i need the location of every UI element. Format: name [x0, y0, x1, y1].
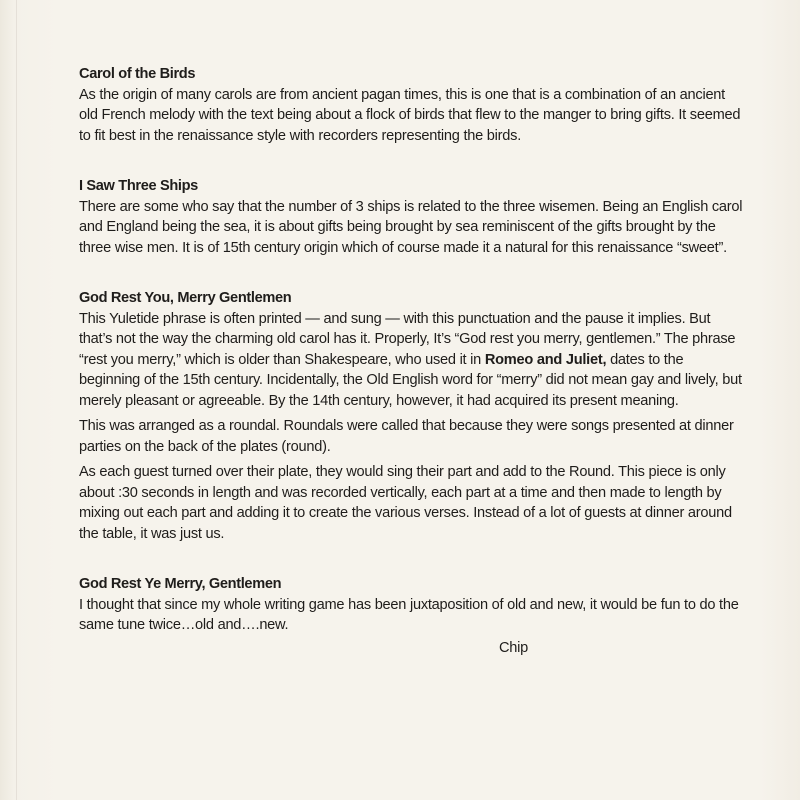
section-body: I thought that since my whole writing game has been juxtaposition of old and new, it would be fun to do the same tune twice…old and….new. — [79, 596, 739, 633]
section-carol-of-the-birds — [79, 64, 747, 146]
play-title: Romeo and Juliet, — [484, 351, 607, 368]
section-i-saw-three-ships — [79, 176, 747, 258]
body-text: dates to the beginning of the 15th century. Incidentally, the Old English word for “merry” did not mean gay and lively, but merely pleasant or agreeable. By the 14th century, however, it had acquired its present meaning. — [79, 351, 742, 409]
page-fold-line — [16, 0, 17, 800]
section-god-rest-you-merry-gentlemen — [79, 288, 747, 544]
section-title: God Rest Ye Merry, Gentlemen — [79, 576, 282, 592]
section-body-paragraph-2: This was arranged as a roundal. Roundals were called that because they were songs presented at dinner parties on the back of the plates (round). — [79, 418, 734, 455]
section-body: As the origin of many carols are from ancient pagan times, this is one that is a combination of an ancient old French melody with the text being about a flock of birds that flew to the manger to bring gifts. It seemed to fit best in the renaissance style with recorders representing the birds. — [79, 86, 741, 144]
section-title: God Rest You, Merry Gentlemen — [79, 290, 292, 306]
section-title: Carol of the Birds — [79, 66, 196, 82]
liner-notes — [79, 64, 747, 658]
body-text: This Yuletide phrase is often printed — and sung — with this punctuation and the pause it implies. But that’s not the way the charming old carol has it. Properly, It’s “God rest you merry, gentlemen.” The phrase “rest you merry,” which is older than Shakespeare, who used it in — [79, 310, 736, 368]
signature: Chip — [499, 639, 529, 656]
section-god-rest-ye-merry-gentlemen — [79, 574, 747, 636]
section-body-paragraph-3: As each guest turned over their plate, they would sing their part and add to the Round. This piece is only about :30 seconds in length and was recorded vertically, each part at a time and then made to length by mixing out each part and adding it to create the various verses. Instead of a lot of guests at dinner around the table, it was just us. — [79, 464, 732, 542]
section-body: There are some who say that the number of 3 ships is related to the three wisemen. Being an English carol and England being the sea, it is about gifts being brought by sea reminiscent of the gifts brought by the three wise men. It is of 15th century origin which of course made it a natural for this renaissance “sweet”. — [79, 198, 743, 256]
section-body-paragraph-1 — [79, 309, 747, 412]
section-title: I Saw Three Ships — [79, 178, 198, 194]
